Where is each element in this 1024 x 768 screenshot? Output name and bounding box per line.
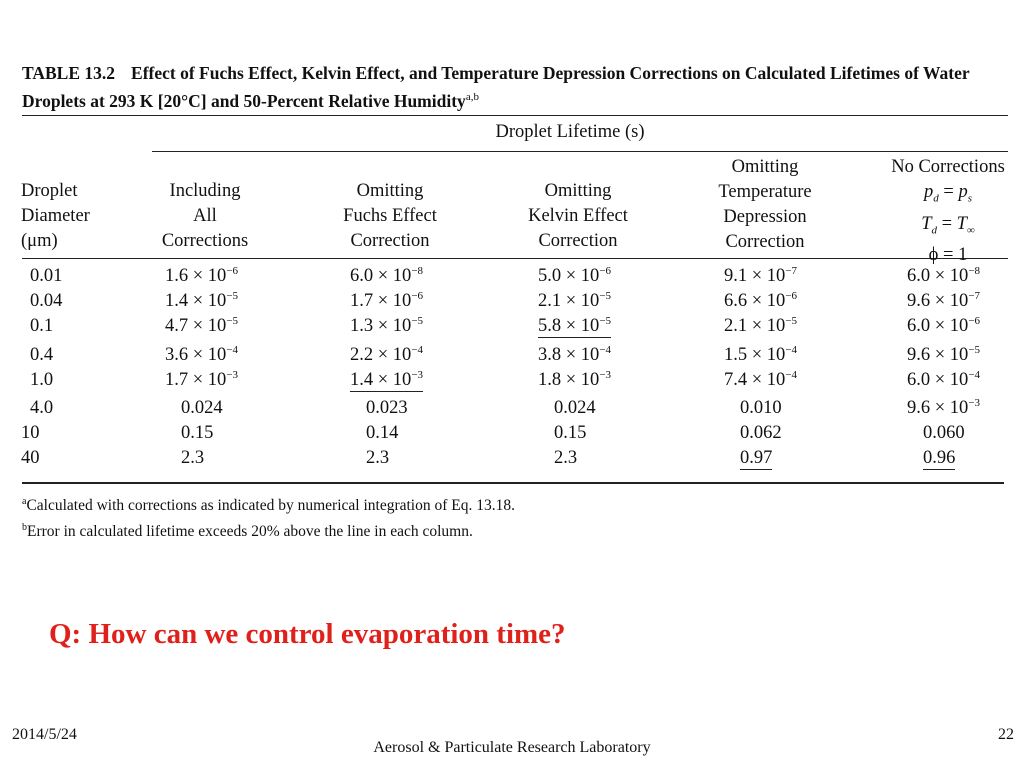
column-header-line: Temperature <box>718 182 812 202</box>
lifetime-cell: $1.7 \times 10^{-3}$ <box>165 369 239 390</box>
row-header-line: Diameter <box>21 206 90 226</box>
lifetime-cell: $2.1 \times 10^{-5}$ <box>724 315 798 336</box>
lifetime-cell: 2.3 <box>181 448 205 468</box>
column-header-line: Correction <box>350 231 430 251</box>
footer-date: 2014/5/24 <box>12 726 77 743</box>
row-header-line: Droplet <box>21 181 78 201</box>
lifetime-cell: $3.8 \times 10^{-4}$ <box>538 344 612 365</box>
diameter-cell: 0.1 <box>30 316 54 336</box>
table-title-text: Effect of Fuchs Effect, Kelvin Effect, and Temperature Depression Corrections on Calculated Lifetimes of Water Droplets at 293 K [20°C] and 50-Percent Relative Humidity <box>22 63 970 111</box>
footnote-mark: b <box>22 522 27 534</box>
lifetime-cell: $1.7 \times 10^{-6}$ <box>350 290 424 311</box>
group-header: Droplet Lifetime (s) <box>495 122 645 142</box>
table-title <box>22 61 1017 113</box>
diameter-cell: 1.0 <box>30 370 54 390</box>
column-header-omitting-temperature <box>695 155 835 255</box>
lifetime-cell: $3.6 \times 10^{-4}$ <box>165 344 239 365</box>
column-header-line: Omitting <box>544 181 612 201</box>
lifetime-cell: $9.6 \times 10^{-5}$ <box>907 344 981 365</box>
lifetime-cell: 0.96 <box>923 448 956 468</box>
footnote-text: Calculated with corrections as indicated by numerical integration of Eq. 13.18. <box>26 497 515 515</box>
lifetime-cell: 0.024 <box>554 398 596 418</box>
lifetime-cell: 0.062 <box>740 423 782 443</box>
lifetime-cell: $9.6 \times 10^{-3}$ <box>907 397 981 418</box>
lifetime-cell: 0.010 <box>740 398 782 418</box>
column-header-formula: ϕ = 1 <box>928 245 968 266</box>
lifetime-cell: $2.2 \times 10^{-4}$ <box>350 344 424 365</box>
footnote-a <box>22 491 515 517</box>
lifetime-cell: 0.060 <box>923 423 965 443</box>
column-header-line: Omitting <box>356 181 424 201</box>
question-text: Q: How can we control evaporation time? <box>49 618 566 650</box>
column-header-omitting-kelvin <box>508 179 648 254</box>
lifetime-cell: $6.0 \times 10^{-4}$ <box>907 369 981 390</box>
lifetime-cell: $1.6 \times 10^{-6}$ <box>165 265 239 286</box>
diameter-cell: 0.4 <box>30 345 54 365</box>
diameter-cell: 40 <box>21 448 40 468</box>
lifetime-cell: 2.3 <box>554 448 578 468</box>
bottom-rule <box>22 482 1004 484</box>
lifetime-cell: 0.15 <box>554 423 587 443</box>
title-footnote-marks: a,b <box>465 91 479 103</box>
footnote-mark: a <box>22 496 27 507</box>
column-header-formula: $T_d = T_\infty$ <box>921 213 975 237</box>
footnotes <box>22 491 515 543</box>
column-header-line: All <box>193 206 217 226</box>
row-header <box>21 179 90 254</box>
lifetime-cell: 0.97 <box>740 448 773 468</box>
lifetime-cell: 0.14 <box>366 423 399 443</box>
diameter-cell: 0.01 <box>30 266 63 286</box>
lifetime-cell: 0.15 <box>181 423 214 443</box>
column-header-line: Depression <box>723 207 807 227</box>
page-number: 22 <box>998 726 1014 743</box>
lifetime-cell: $1.4 \times 10^{-3}$ <box>350 369 424 390</box>
lifetime-cell: $1.8 \times 10^{-3}$ <box>538 369 612 390</box>
column-header-line: Corrections <box>161 231 249 251</box>
column-header-no-corrections <box>878 155 1018 268</box>
column-header-line: Fuchs Effect <box>343 206 437 226</box>
footnote-b <box>22 517 515 543</box>
lifetime-cell: $1.3 \times 10^{-5}$ <box>350 315 424 336</box>
top-rule <box>22 115 1008 116</box>
column-header-line: Correction <box>725 232 805 252</box>
row-header-line: (μm) <box>21 231 58 251</box>
footnote-text: Error in calculated lifetime exceeds 20% above the line in each column. <box>27 523 473 541</box>
table-number: TABLE 13.2 <box>22 63 116 83</box>
lifetime-cell: $4.7 \times 10^{-5}$ <box>165 315 239 336</box>
lifetime-cell: $6.0 \times 10^{-6}$ <box>907 315 981 336</box>
lifetime-cell: $9.6 \times 10^{-7}$ <box>907 290 981 311</box>
lifetime-cell: 0.024 <box>181 398 223 418</box>
lifetime-cell: $2.1 \times 10^{-5}$ <box>538 290 612 311</box>
lifetime-cell: $6.6 \times 10^{-6}$ <box>724 290 798 311</box>
footer-lab-name: Aerosol & Particulate Research Laboratory <box>373 739 651 756</box>
column-header-including-all <box>140 179 270 254</box>
lifetime-cell: $9.1 \times 10^{-7}$ <box>724 265 798 286</box>
header-rule <box>22 258 1008 259</box>
lifetime-cell: $5.8 \times 10^{-5}$ <box>538 315 612 336</box>
lifetime-cell: 2.3 <box>366 448 390 468</box>
lifetime-cell: $6.0 \times 10^{-8}$ <box>907 265 981 286</box>
lifetime-cell: 0.023 <box>366 398 408 418</box>
column-header-line: Omitting <box>731 157 799 177</box>
column-header-formula: $p_d = p_s$ <box>924 182 972 205</box>
diameter-cell: 10 <box>21 423 40 443</box>
column-header-line: Including <box>169 181 241 201</box>
column-header-line: Correction <box>538 231 618 251</box>
diameter-cell: 4.0 <box>30 398 54 418</box>
group-rule <box>152 151 1008 152</box>
diameter-cell: 0.04 <box>30 291 63 311</box>
column-header-line: Kelvin Effect <box>528 206 628 226</box>
lifetime-cell: $1.5 \times 10^{-4}$ <box>724 344 798 365</box>
lifetime-cell: $7.4 \times 10^{-4}$ <box>724 369 798 390</box>
lifetime-cell: $6.0 \times 10^{-8}$ <box>350 265 424 286</box>
lifetime-cell: $1.4 \times 10^{-5}$ <box>165 290 239 311</box>
lifetime-cell: $5.0 \times 10^{-6}$ <box>538 265 612 286</box>
column-header-line: No Corrections <box>891 157 1005 177</box>
column-header-omitting-fuchs <box>320 179 460 254</box>
